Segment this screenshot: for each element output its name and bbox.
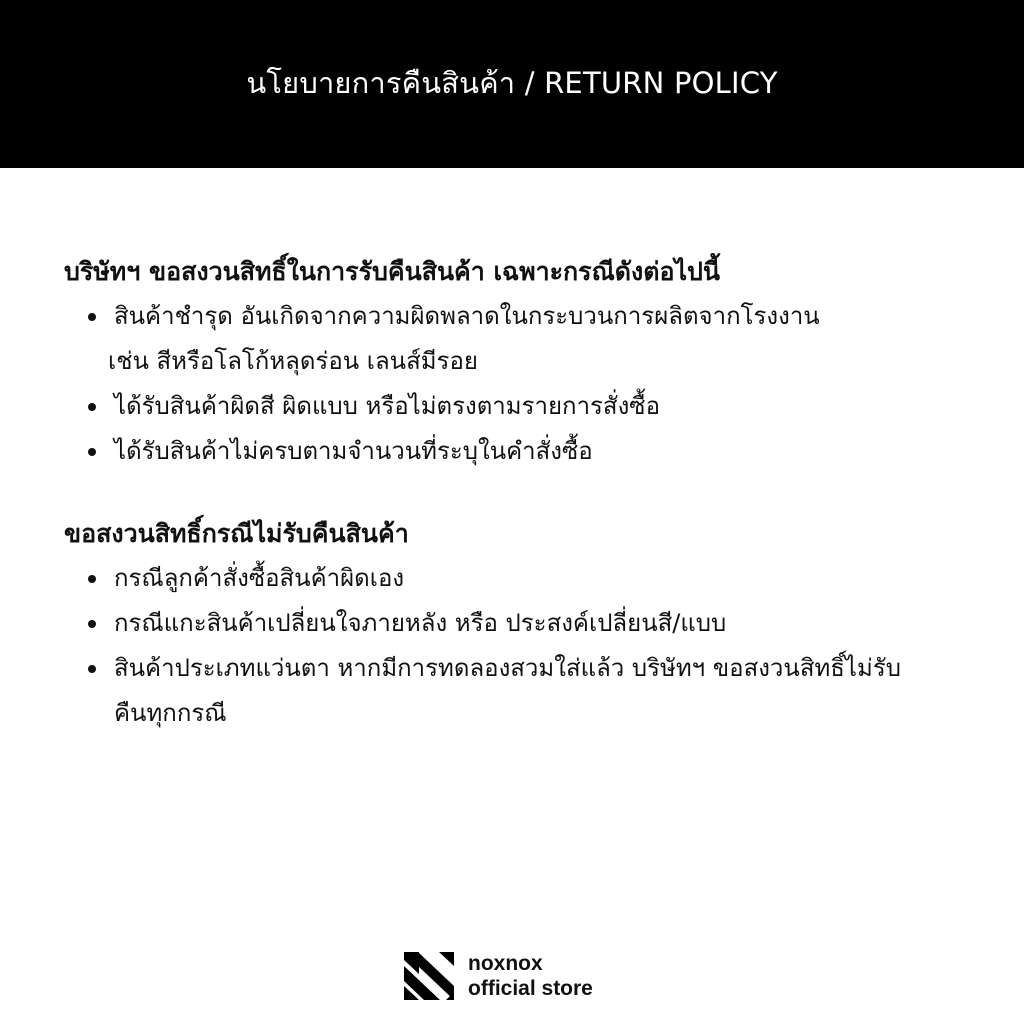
non-returnable-list <box>64 556 984 736</box>
list-item <box>64 384 984 429</box>
bullet-icon <box>88 575 96 583</box>
brand-name-line1: noxnox <box>468 952 543 975</box>
accepted-returns-list <box>64 294 984 474</box>
bullet-icon <box>88 665 96 673</box>
noxnox-n-logo-icon <box>404 950 454 1002</box>
list-item <box>64 429 984 474</box>
brand-name <box>468 951 593 1001</box>
list-item-text-continued: เช่น สีหรือโลโก้หลุดร่อน เลนส์มีรอย <box>108 347 478 375</box>
list-item-text: กรณีลูกค้าสั่งซื้อสินค้าผิดเอง <box>114 564 405 592</box>
list-item-text: ได้รับสินค้าผิดสี ผิดแบบ หรือไม่ตรงตามรายการสั่งซื้อ <box>114 392 660 420</box>
bullet-icon <box>88 313 96 321</box>
section-title-non-returnable: ขอสงวนสิทธิ์กรณีไม่รับคืนสินค้า <box>64 519 409 548</box>
list-item-text: กรณีแกะสินค้าเปลี่ยนใจภายหลัง หรือ ประสงค์เปลี่ยนสี/แบบ <box>114 609 727 637</box>
list-item <box>64 556 984 601</box>
list-item <box>64 294 984 384</box>
policy-content <box>64 250 984 736</box>
section-title-accepted-returns: บริษัทฯ ขอสงวนสิทธิ์ในการรับคืนสินค้า เฉพาะกรณีดังต่อไปนี้ <box>64 257 721 286</box>
list-item-text: สินค้าประเภทแว่นตา หากมีการทดลองสวมใส่แล้ว บริษัทฯ ขอสงวนสิทธิ์ไม่รับ <box>114 654 901 682</box>
list-item <box>64 646 984 736</box>
list-item-text: สินค้าชำรุด อันเกิดจากความผิดพลาดในกระบวนการผลิตจากโรงงาน <box>114 302 820 330</box>
bullet-icon <box>88 620 96 628</box>
page-title: นโยบายการคืนสินค้า / RETURN POLICY <box>246 66 778 100</box>
bullet-icon <box>88 403 96 411</box>
brand-logo <box>404 950 593 1002</box>
list-item-text: ได้รับสินค้าไม่ครบตามจำนวนที่ระบุในคำสั่งซื้อ <box>114 437 593 465</box>
header-banner <box>0 0 1024 168</box>
list-item <box>64 601 984 646</box>
bullet-icon <box>88 448 96 456</box>
list-item-text-continued: คืนทุกกรณี <box>114 699 227 727</box>
section-divider-space <box>64 474 984 512</box>
brand-name-line2: official store <box>468 977 593 1000</box>
